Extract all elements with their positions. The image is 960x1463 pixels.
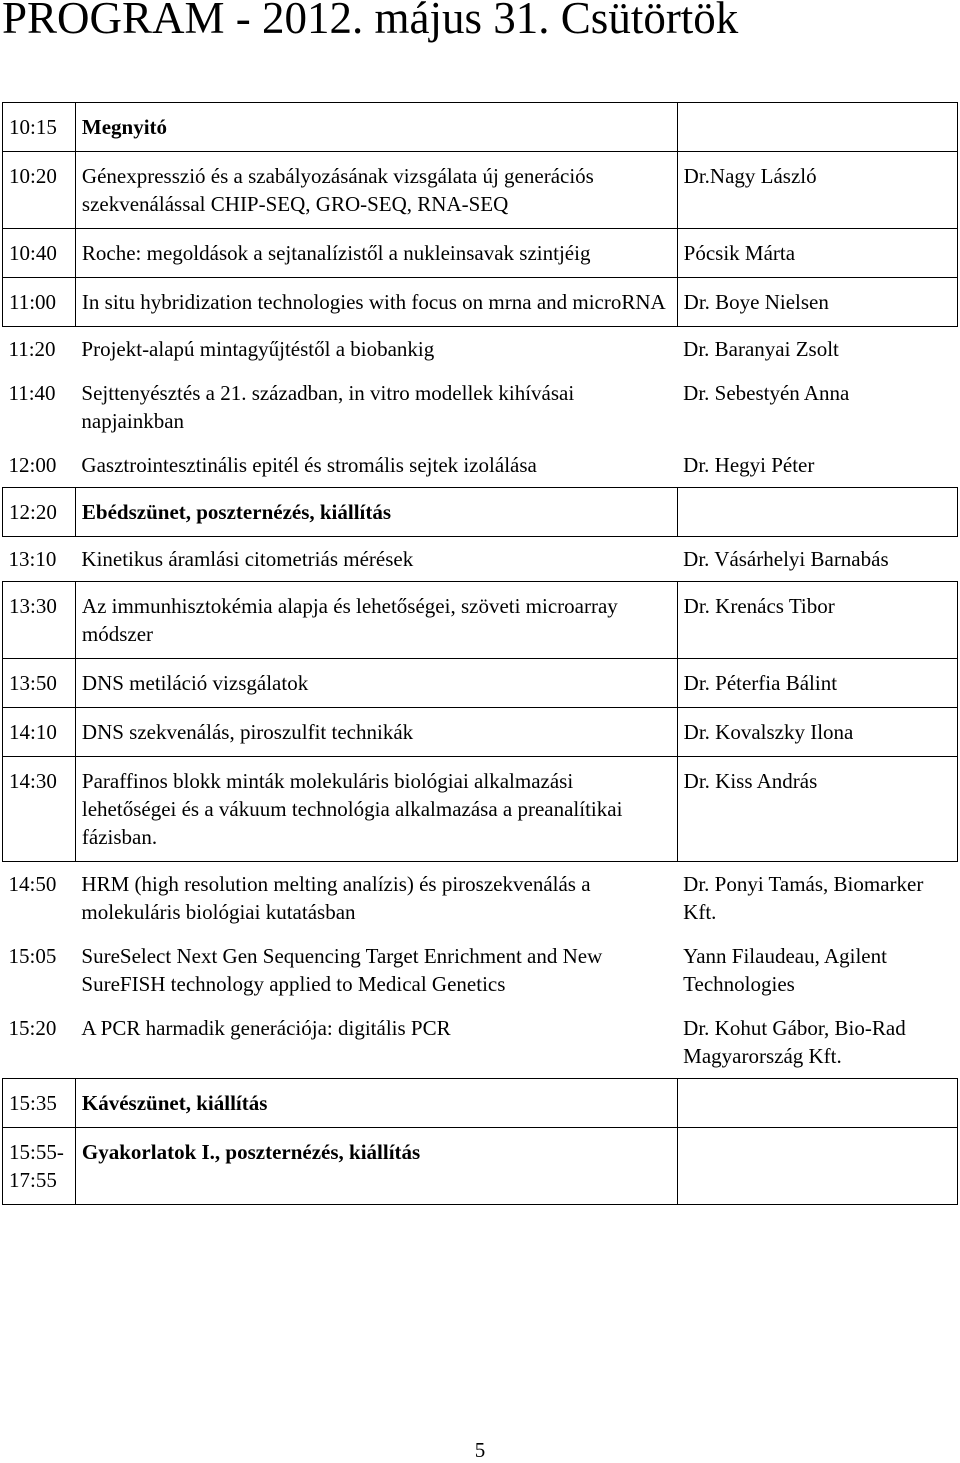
session-title-cell: HRM (high resolution melting analízis) és piroszekvenálás a molekuláris biológiai kutatásban	[81, 872, 591, 924]
time-cell: 13:50	[3, 659, 76, 708]
time-cell: 12:00	[8, 453, 57, 477]
time-cell: 15:55-17:55	[3, 1128, 76, 1205]
time-cell: 11:00	[3, 278, 76, 327]
table-row	[3, 371, 958, 443]
table-row	[3, 708, 958, 757]
table-row	[3, 659, 958, 708]
session-title-cell: Kávészünet, kiállítás	[75, 1079, 677, 1128]
speaker-cell: Dr. Hegyi Péter	[683, 453, 815, 477]
speaker-cell	[677, 488, 957, 537]
speaker-cell: Dr. Baranyai Zsolt	[683, 337, 839, 361]
session-title-cell: Megnyitó	[75, 103, 677, 152]
speaker-cell: Dr. Kohut Gábor, Bio-Rad Magyarország Kft.	[683, 1016, 906, 1068]
speaker-cell: Dr. Vásárhelyi Barnabás	[683, 547, 889, 571]
table-row	[3, 934, 958, 1006]
page-title: PROGRAM - 2012. május 31. Csütörtök	[2, 0, 739, 43]
speaker-cell	[677, 103, 957, 152]
session-title-cell: Sejttenyésztés a 21. században, in vitro modellek kihívásai napjainkban	[81, 381, 575, 433]
time-cell: 11:40	[8, 381, 56, 405]
session-title-cell: A PCR harmadik generációja: digitális PCR	[81, 1016, 451, 1040]
time-cell: 14:10	[3, 708, 76, 757]
session-title-cell: Kinetikus áramlási citometriás mérések	[81, 547, 414, 571]
table-row	[3, 443, 958, 488]
time-cell: 12:20	[3, 488, 76, 537]
time-cell: 15:05	[8, 944, 57, 968]
session-title-cell: In situ hybridization technologies with focus on mrna and microRNA	[75, 278, 677, 327]
table-row	[3, 582, 958, 659]
time-cell: 13:30	[3, 582, 76, 659]
program-table	[2, 102, 958, 1205]
speaker-cell: Dr. Kiss András	[677, 757, 957, 862]
speaker-cell: Dr. Boye Nielsen	[677, 278, 957, 327]
speaker-cell: Dr. Krenács Tibor	[677, 582, 957, 659]
table-row	[3, 862, 958, 935]
speaker-cell: Yann Filaudeau, Agilent Technologies	[683, 944, 887, 996]
table-row	[3, 757, 958, 862]
session-title-cell: Gyakorlatok I., poszternézés, kiállítás	[75, 1128, 677, 1205]
time-cell: 13:10	[8, 547, 57, 571]
table-row	[3, 327, 958, 372]
table-row	[3, 1128, 958, 1205]
page-number: 5	[474, 1438, 486, 1462]
time-cell: 10:20	[3, 152, 76, 229]
speaker-cell	[677, 1128, 957, 1205]
table-row	[3, 278, 958, 327]
speaker-cell: Dr. Sebestyén Anna	[683, 381, 850, 405]
speaker-cell	[677, 1079, 957, 1128]
table-row	[3, 103, 958, 152]
session-title-cell: Projekt-alapú mintagyűjtéstől a biobankig	[81, 337, 435, 361]
time-cell: 15:20	[8, 1016, 57, 1040]
time-cell: 10:40	[3, 229, 76, 278]
speaker-cell: Dr. Kovalszky Ilona	[677, 708, 957, 757]
session-title-cell: Ebédszünet, poszternézés, kiállítás	[75, 488, 677, 537]
speaker-cell: Dr. Péterfia Bálint	[677, 659, 957, 708]
session-title-cell: Az immunhisztokémia alapja és lehetőségei, szöveti microarray módszer	[75, 582, 677, 659]
session-title-cell: Paraffinos blokk minták molekuláris biológiai alkalmazási lehetőségei és a vákuum technológia alkalmazása a preanalítikai fázisban.	[75, 757, 677, 862]
table-row	[3, 229, 958, 278]
table-row	[3, 488, 958, 537]
session-title-cell: Génexpresszió és a szabályozásának vizsgálata új generációs szekvenálással CHIP-SEQ, GRO-SEQ, RNA-SEQ	[75, 152, 677, 229]
session-title-cell: Roche: megoldások a sejtanalízistől a nukleinsavak szintjéig	[75, 229, 677, 278]
table-row	[3, 152, 958, 229]
session-title-cell: DNS metiláció vizsgálatok	[75, 659, 677, 708]
time-cell: 14:30	[3, 757, 76, 862]
time-cell: 15:35	[3, 1079, 76, 1128]
table-row	[3, 1079, 958, 1128]
table-row	[3, 1006, 958, 1079]
table-row	[3, 537, 958, 582]
session-title-cell: Gasztrointesztinális epitél és stromális sejtek izolálása	[81, 453, 537, 477]
speaker-cell: Dr.Nagy László	[677, 152, 957, 229]
time-cell: 14:50	[8, 872, 57, 896]
speaker-cell: Dr. Ponyi Tamás, Biomarker Kft.	[683, 872, 924, 924]
time-cell: 11:20	[8, 337, 56, 361]
session-title-cell: SureSelect Next Gen Sequencing Target Enrichment and New SureFISH technology applied to Medical Genetics	[81, 944, 603, 996]
session-title-cell: DNS szekvenálás, piroszulfit technikák	[75, 708, 677, 757]
speaker-cell: Pócsik Márta	[677, 229, 957, 278]
time-cell: 10:15	[3, 103, 76, 152]
